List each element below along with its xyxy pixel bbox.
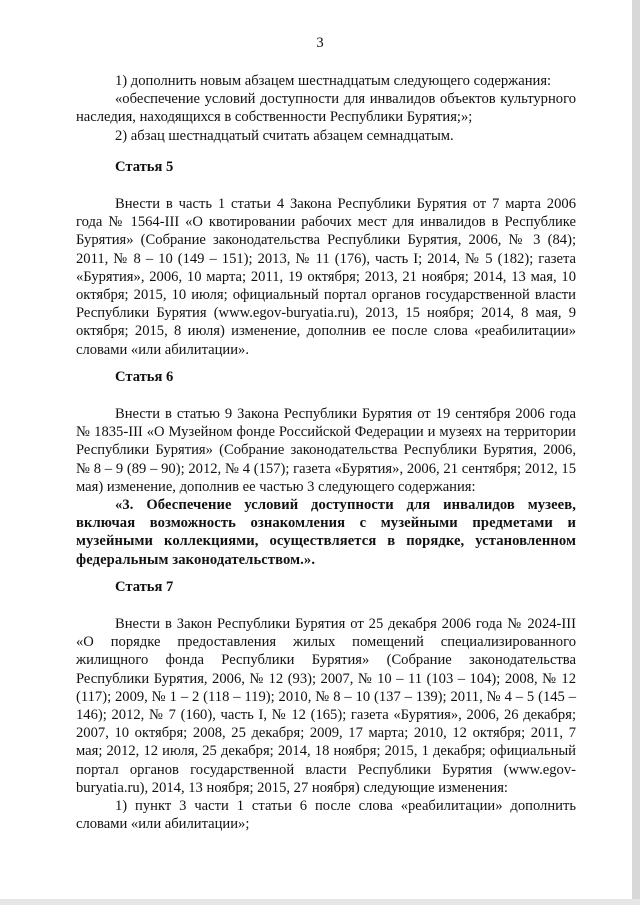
intro-section xyxy=(76,72,576,145)
scan-edge-shadow xyxy=(632,0,640,905)
article-7-paragraph-1: Внести в Закон Республики Бурятия от 25 декабря 2006 года № 2024-III «О порядке предоставления жилых помещений специализированного жилищного фонда Республики Бурятия» (Собрание законодательства Республики Бурятия, 2006, № 12 (93); 2007, № 10 – 11 (103 – 104); 2008, № 12 (117); 2009, № 1 – 2 (118 – 119); 2010, № 8 – 10 (137 – 139); 2011, № 4 – 5 (145 – 146); 2012, № 7 (160), часть I, № 12 (165); газета «Бурятия», 2006, 26 декабря; 2007, 10 октября; 2008, 25 декабря; 2009, 17 марта; 2010, 12 октября; 2011, 7 мая; 2012, 12 июля, 25 декабря; 2014, 18 ноября; 2015, 1 декабря; официальный портал органов государственной власти Республики Бурятия (www.egov-buryatia.ru), 2014, 13 ноября; 2015, 27 ноября) следующие изменения: xyxy=(76,616,576,796)
article-5-heading: Статья 5 xyxy=(115,159,174,175)
intro-paragraph-2: «обеспечение условий доступности для инвалидов объектов культурного наследия, находящихся в собственности Республики Бурятия;»; xyxy=(76,91,576,126)
intro-paragraph-1: 1) дополнить новым абзацем шестнадцатым следующего содержания: xyxy=(115,73,552,89)
article-7-heading: Статья 7 xyxy=(115,579,174,595)
article-6-heading: Статья 6 xyxy=(115,369,174,385)
scan-bottom-shadow xyxy=(0,899,640,905)
article-7-body xyxy=(76,615,576,833)
article-6-section xyxy=(76,368,576,386)
article-6-body xyxy=(76,405,576,569)
article-7-section xyxy=(76,578,576,596)
intro-paragraph-3: 2) абзац шестнадцатый считать абзацем семнадцатым. xyxy=(115,127,454,144)
article-5-paragraph: Внести в часть 1 статьи 4 Закона Республики Бурятия от 7 марта 2006 года № 1564-III «О квотировании рабочих мест для инвалидов в Республике Бурятия» (Собрание законодательства Республики Бурятия, 2006, № 3 (84); 2011, № 8 – 10 (149 – 151); 2013, № 11 (176), часть I; 2014, № 5 (182); газета «Бурятия», 2006, 10 марта; 2011, 19 октября; 2013, 21 ноября; 2014, 13 мая, 10 октября; 2015, 10 июля; официальный портал органов государственной власти Республики Бурятия (www.egov-buryatia.ru), 2013, 15 ноября; 2014, 8 мая, 9 октября; 2015, 8 июля) изменение, дополнив ее после слова «реабилитации» словами «или абилитации». xyxy=(76,196,576,358)
page-number: 3 xyxy=(316,35,324,51)
article-6-paragraph-1: Внести в статью 9 Закона Республики Бурятия от 19 сентября 2006 года № 1835-III «О Музейном фонде Российской Федерации и музеях на территории Республики Бурятия» (Собрание законодательства Республики Бурятия, 2006, № 8 – 9 (89 – 90); 2012, № 4 (157); газета «Бурятия», 2006, 21 сентября; 2012, 15 мая) изменение, дополнив ее частью 3 следующего содержания: xyxy=(76,406,576,495)
article-7-paragraph-2: 1) пункт 3 части 1 статьи 6 после слова «реабилитации» дополнить словами «или абилитации»; xyxy=(76,798,576,833)
article-5-body xyxy=(76,195,576,359)
article-5-section xyxy=(76,158,576,176)
article-6-paragraph-2: «3. Обеспечение условий доступности для инвалидов музеев, включая возможность ознакомления с музейными предметами и музейными коллекциями, осуществляется в порядке, установленном федеральным законодательством.». xyxy=(76,497,576,568)
